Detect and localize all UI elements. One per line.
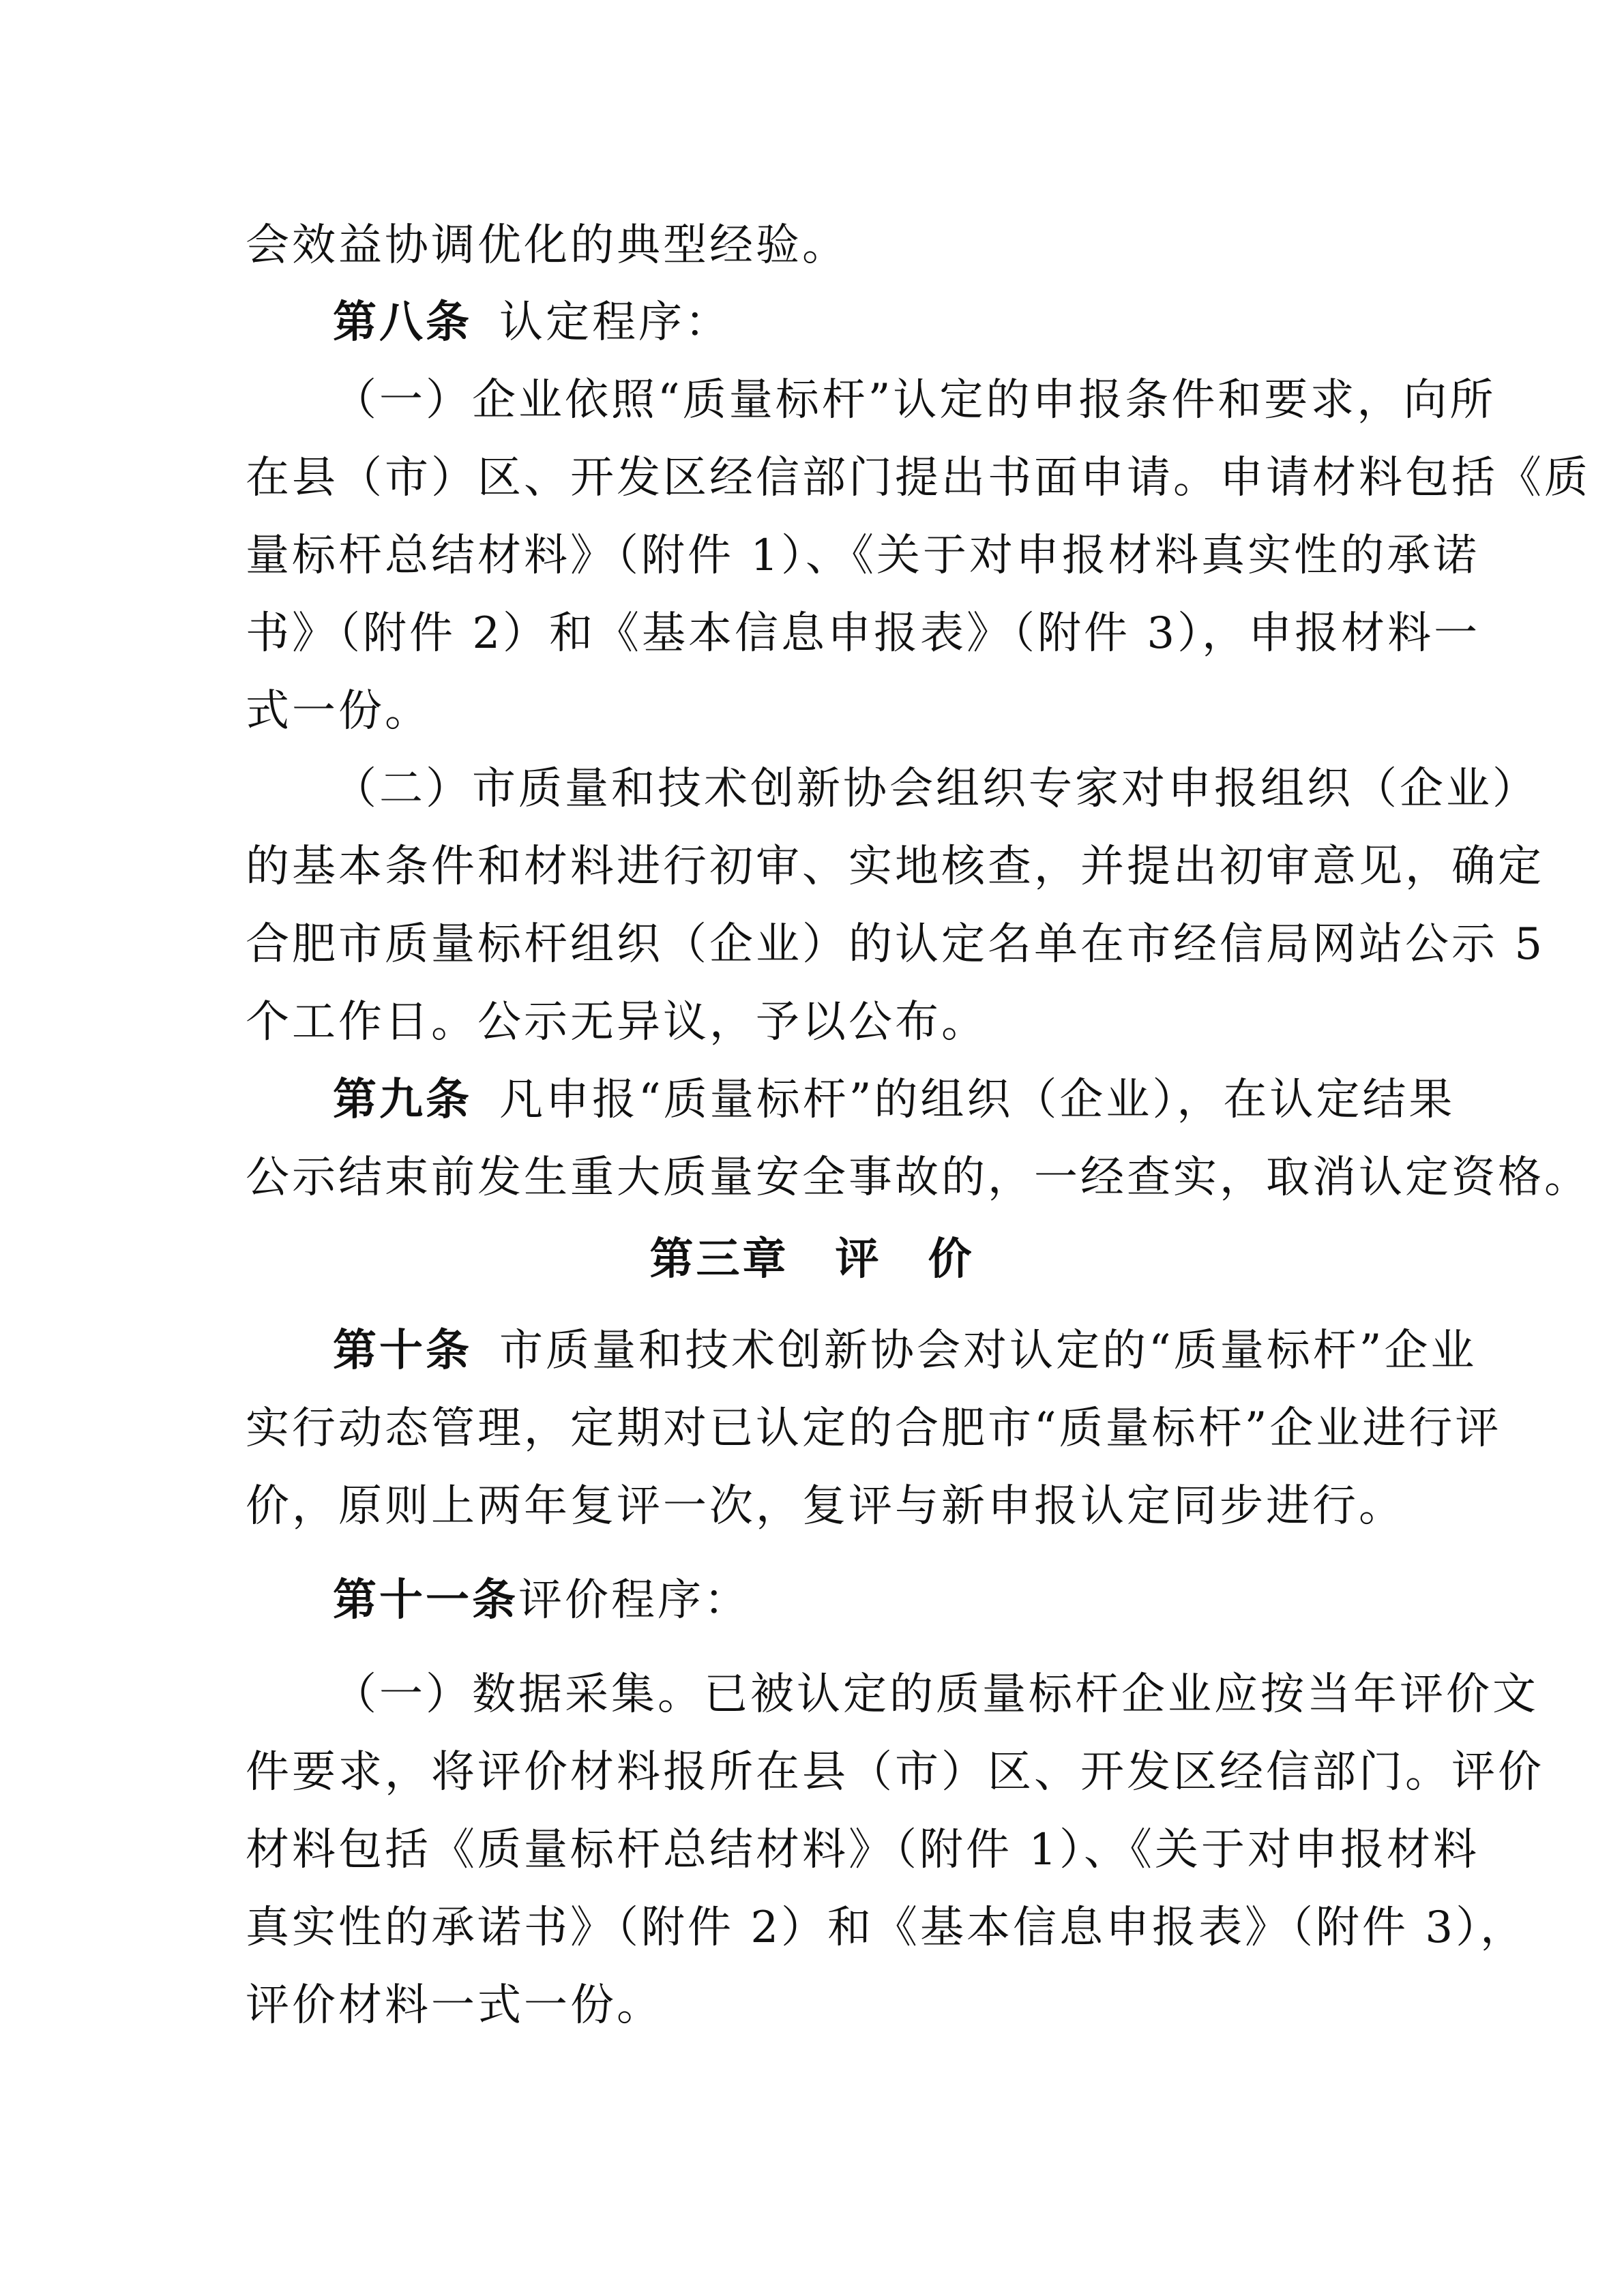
paragraph-line: 真实性的承诺书》（附件 2）和《基本信息申报表》（附件 3）， — [246, 1903, 1527, 1953]
article-11-text: 评价程序： — [518, 1575, 750, 1626]
paragraph-line: 评价材料一式一份。 — [246, 1980, 663, 2031]
paragraph-line: 公示结束前发生重大质量安全事故的，一经查实，取消认定资格。 — [246, 1152, 1591, 1203]
article-9-text: 凡申报“质量标杆”的组织（企业），在认定结果 — [499, 1075, 1456, 1125]
paragraph-line: 的基本条件和材料进行初审、实地核查，并提出初审意见，确定 — [246, 841, 1544, 892]
article-9-label: 第九条 — [333, 1075, 472, 1125]
paragraph-line: 实行动态管理，定期对已认定的合肥市“质量标杆”企业进行评 — [246, 1403, 1502, 1454]
article-11-line — [333, 1570, 1432, 1631]
paragraph-line: 式一份。 — [246, 686, 431, 736]
paragraph-line: 合肥市质量标杆组织（企业）的认定名单在市经信局网站公示 5 — [246, 919, 1546, 970]
article-8-label: 第八条 — [333, 297, 472, 348]
paragraph-line: 会效益协调优化的典型经验。 — [246, 220, 848, 271]
article-10-text: 市质量和技术创新协会对认定的“质量标杆”企业 — [499, 1326, 1477, 1376]
chapter-heading: 第三章 评 价 — [649, 1234, 975, 1285]
paragraph-line: 价，原则上两年复评一次，复评与新申报认定同步进行。 — [246, 1481, 1405, 1532]
paragraph-line: 件要求，将评价材料报所在县（市）区、开发区经信部门。评价 — [246, 1747, 1544, 1798]
paragraph-line: 在县（市）区、开发区经信部门提出书面申请。申请材料包括《质 — [246, 453, 1591, 503]
paragraph-line: （二）市质量和技术创新协会组织专家对申报组织（企业） — [333, 764, 1539, 814]
paragraph-line: （一）企业依照“质量标杆”认定的申报条件和要求，向所 — [333, 375, 1496, 426]
paragraph-line: 个工作日。公示无异议，予以公布。 — [246, 997, 988, 1047]
article-10-line — [333, 1320, 1477, 1382]
paragraph-line: 量标杆总结材料》（附件 1）、《关于对申报材料真实性的承诺 — [246, 531, 1480, 581]
article-9-line — [333, 1069, 1456, 1131]
article-8-text: 认定程序： — [499, 297, 731, 348]
paragraph-line: 书》（附件 2）和《基本信息申报表》（附件 3），申报材料一 — [246, 608, 1481, 659]
article-8-line — [333, 292, 1432, 353]
article-10-label: 第十条 — [333, 1326, 472, 1376]
article-11-label: 第十一条 — [333, 1575, 518, 1626]
paragraph-line: 材料包括《质量标杆总结材料》（附件 1）、《关于对申报材料 — [246, 1825, 1480, 1875]
paragraph-line: （一）数据采集。已被认定的质量标杆企业应按当年评价文 — [333, 1669, 1539, 1720]
